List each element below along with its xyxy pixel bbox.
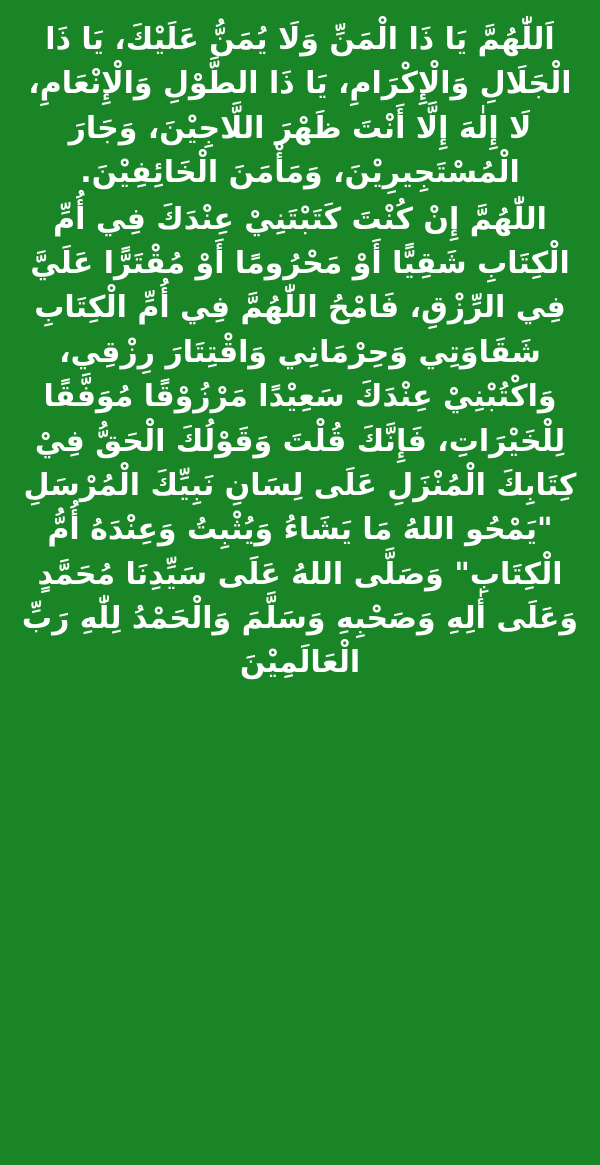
dua-paragraph-1: اَللّٰهُمَّ يَا ذَا الْمَنِّ وَلَا يُمَنُّ عَلَيْكَ، يَا ذَا الْجَلَالِ وَالْإِكْرَامِ، يَا ذَا الطَّوْلِ وَالْإِنْعَامِ، لَا إِلٰهَ إِلَّا أَنْتَ ظَهْرَ اللَّاجِيْنَ، وَجَارَ الْمُسْتَجِيرِيْنَ، وَمَأْمَنَ الْخَائِفِيْنَ. [17, 22, 572, 191]
dua-paragraph-2: اللّٰهُمَّ إِنْ كُنْتَ كَتَبْتَنِيْ عِنْدَكَ فِي أُمِّ الْكِتَابِ شَقِيًّا أَوْ مَحْرُومًا أَوْ مُقْتَرًّا عَلَيَّ فِي الرِّزْقِ، فَامْحُ اللّٰهُمَّ فِي أُمِّ الْكِتَابِ شَقَاوَتِي وَحِرْمَانِي وَاقْتِتَارَ رِزْقِي، وَاكْتُبْنِيْ عِنْدَكَ سَعِيْدًا مَرْزُوْقًا مُوَفَّقًا لِلْخَيْرَاتِ، فَإِنَّكَ قُلْتَ وَقَوْلُكَ الْحَقُّ فِيْ كِتَابِكَ الْمُنْزَلِ عَلَى لِسَانِ نَبِيِّكَ الْمُرْسَلِ "يَمْحُو اللهُ مَا يَشَاءُ وَيُثْبِتُ وَعِنْدَهُ أُمُّ الْكِتَابِ" وَصَلَّى اللهُ عَلَى سَيِّدِنَا مُحَمَّدٍ وَعَلَى أٰلِهِ وَصَحْبِهِ وَسَلَّمَ وَالْحَمْدُ لِلّٰهِ رَبِّ الْعَالَمِيْنَ [11, 201, 579, 681]
